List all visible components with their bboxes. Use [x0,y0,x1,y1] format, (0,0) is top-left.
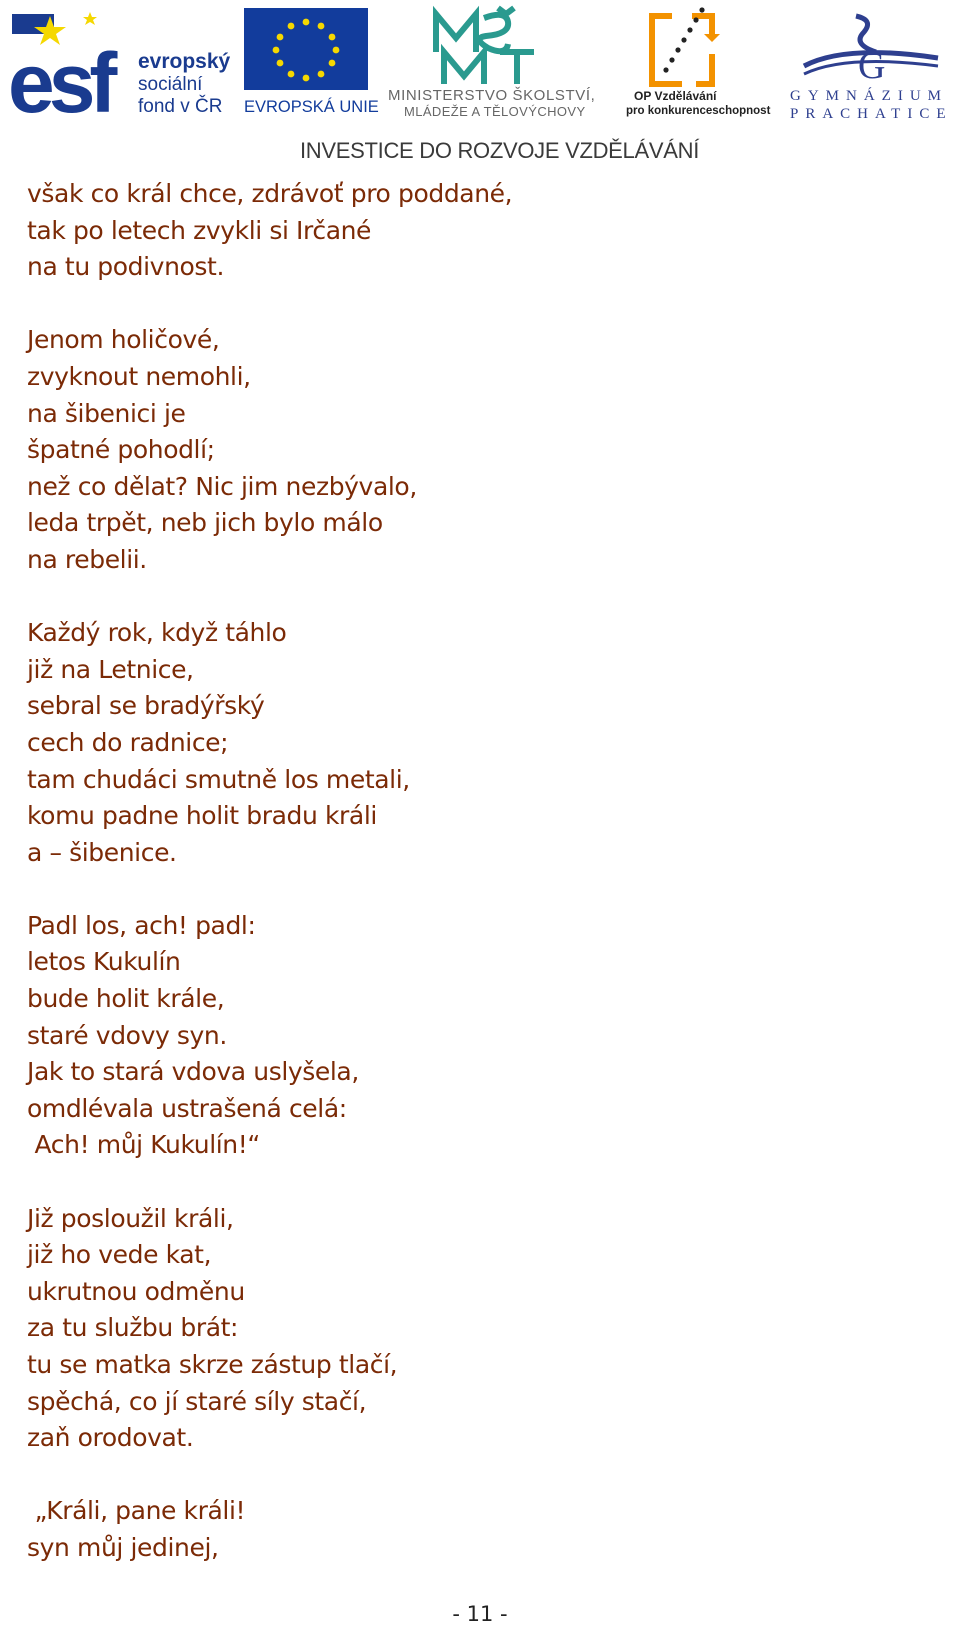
op-logo [626,4,776,120]
op-line2: pro konkurenceschopnost [626,105,771,117]
poem-line: na rebelii. [27,544,147,574]
poem-line: Jenom holičové, [27,325,220,355]
msmt-line2: MLÁDEŽE A TĚLOVÝCHOVY [404,104,586,119]
poem-line: Jak to stará vdova uslyšela, [27,1057,359,1087]
poem-line: syn můj jedinej, [27,1532,219,1562]
msmt-logo [388,4,620,120]
poem-line: Již posloužil králi, [27,1203,234,1233]
op-frame-icon [652,16,712,84]
esf-line3: fond v ČR [138,96,223,117]
poem-line: tu se matka skrze zástup tlačí, [27,1350,398,1379]
poem-body [27,176,907,1603]
eu-logo [244,8,379,120]
stanza-2 [27,322,907,578]
poem-line: komu padne holit bradu králi [27,801,377,831]
poem-line: za tu službu brát: [27,1313,239,1343]
poem-line: Ach! můj Kukulín!“ [27,1130,260,1160]
poem-line: ukrutnou odměnu [27,1276,245,1306]
logo-bar [0,0,960,130]
esf-mark: esf [8,36,112,120]
poem-line: „Králi, pane králi! [27,1496,246,1526]
poem-line: již ho vede kat, [27,1240,212,1270]
poem-line: zaň orodovat. [27,1423,194,1453]
poem-line: Každý rok, když táhlo [27,618,287,648]
header-tagline: INVESTICE DO ROZVOJE VZDĚLÁVÁNÍ [300,138,700,163]
op-line1: OP Vzdělávání [634,89,717,103]
eu-label: EVROPSKÁ UNIE [244,98,379,116]
poem-line: tam chudáci smutně los metali, [27,764,410,794]
poem-line: omdlévala ustrašená celá: [27,1093,347,1123]
poem-line: na šibenici je [27,398,186,428]
gymnazium-logo [786,8,958,120]
poem-line: zvyknout nemohli, [27,361,251,391]
page-number: - 11 - [452,1602,508,1626]
stanza-6 [27,1493,907,1566]
stanza-3 [27,615,907,871]
poem-line: na tu podivnost. [27,252,224,282]
stanza-1 [27,176,907,286]
poem-line: letos Kukulín [27,947,181,977]
poem-line: špatné pohodlí; [27,435,215,465]
esf-line1: evropský [138,50,231,73]
stanza-4 [27,908,907,1164]
poem-line: leda trpět, neb jich bylo málo [27,508,383,538]
gymnazium-line2: PRACHATICE [790,106,953,120]
msmt-line1: MINISTERSTVO ŠKOLSTVÍ, [388,87,596,104]
stanza-5 [27,1201,907,1457]
poem-line: tak po letech zvykli si Irčané [27,215,372,245]
gymnazium-line1: GYMNÁZIUM [790,88,948,104]
poem-line: spěchá, co jí staré síly stačí, [27,1386,367,1416]
poem-line: cech do radnice; [27,727,229,757]
poem-line: a – šibenice. [27,837,177,867]
esf-line2: sociální [138,74,203,95]
msmt-monogram-icon [436,8,534,84]
poem-line: staré vdovy syn. [27,1020,227,1050]
poem-line: však co král chce, zdrávoť pro poddané, [27,179,513,208]
poem-line: Padl los, ach! padl: [27,910,256,940]
poem-line: již na Letnice, [27,654,194,684]
poem-line: bude holit krále, [27,984,225,1014]
esf-logo [8,8,233,120]
poem-line: než co dělat? Nic jim nezbývalo, [27,471,417,501]
gymnazium-g-mark: G [858,45,886,87]
poem-line: sebral se bradýřský [27,691,265,721]
